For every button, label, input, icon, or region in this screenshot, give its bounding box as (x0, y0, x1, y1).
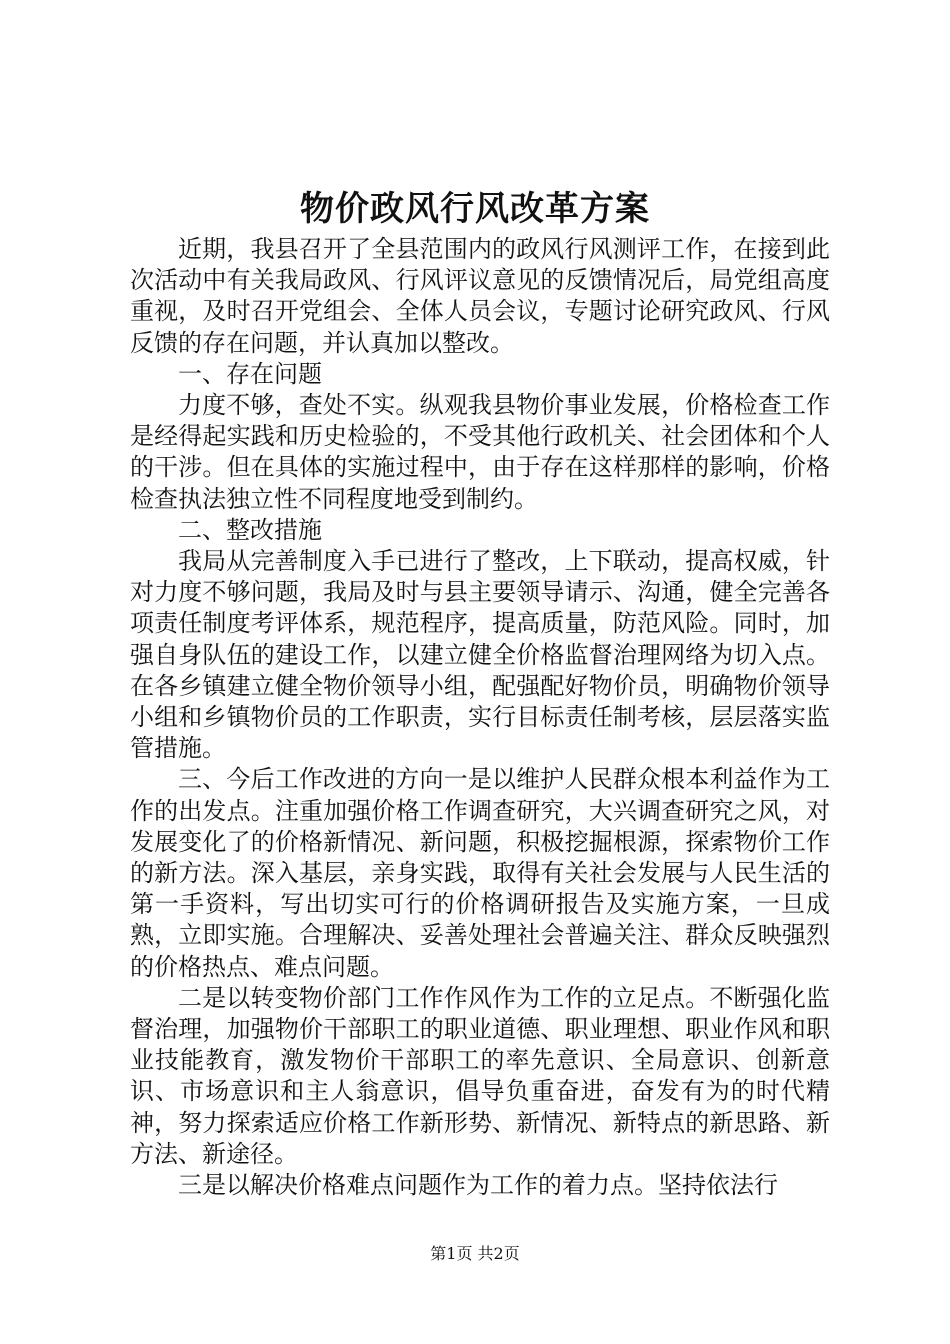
heading-existing-problems: 一、存在问题 (178, 359, 322, 388)
paragraph-intro: 近期，我县召开了全县范围内的政风行风测评工作，在接到此次活动中有关我局政风、行风评议意见的反馈情况后，局党组高度重视，及时召开党组会、全体人员会议，专题讨论研究政风、行风反馈的存在问题，并认真加以整改。 (130, 235, 830, 357)
document-title: 物价政风行风改革方案 (300, 189, 650, 229)
heading-rectification-measures: 二、整改措施 (178, 515, 322, 544)
paragraph-future-direction-three: 三是以解决价格难点问题作为工作的着力点。坚持依法行 (178, 1171, 778, 1200)
paragraph-future-direction-one: 三、今后工作改进的方向一是以维护人民群众根本利益作为工作的出发点。注重加强价格工作调查研究，大兴调查研究之风，对发展变化了的价格新情况、新问题，积极挖掘根源，探索物价工作的新方法。深入基层，亲身实践，取得有关社会发展与人民生活的第一手资料，写出切实可行的价格调研报告及实施方案，一旦成熟，立即实施。合理解决、妥善处理社会普遍关注、群众反映强烈的价格热点、难点问题。 (130, 765, 830, 981)
paragraph-problems: 力度不够，查处不实。纵观我县物价事业发展，价格检查工作是经得起实践和历史检验的，不受其他行政机关、社会团体和个人的干涉。但在具体的实施过程中，由于存在这样那样的影响，价格检查执法独立性不同程度地受到制约。 (130, 391, 830, 513)
paragraph-future-direction-two: 二是以转变物价部门工作作风作为工作的立足点。不断强化监督治理，加强物价干部职工的职业道德、职业理想、职业作风和职业技能教育，激发物价干部职工的率先意识、全局意识、创新意识、市场意识和主人翁意识，倡导负重奋进，奋发有为的时代精神，努力探索适应价格工作新形势、新情况、新特点的新思路、新方法、新途径。 (130, 983, 830, 1168)
paragraph-measures: 我局从完善制度入手已进行了整改，上下联动，提高权威，针对力度不够问题，我局及时与县主要领导请示、沟通，健全完善各项责任制度考评体系，规范程序，提高质量，防范风险。同时，加强自身队伍的建设工作，以建立健全价格监督治理网络为切入点。在各乡镇建立健全物价领导小组，配强配好物价员，明确物价领导小组和乡镇物价员的工作职责，实行目标责任制考核，层层落实监管措施。 (130, 547, 830, 763)
document-body (130, 234, 830, 1201)
page-number: 第1页 共2页 (430, 1244, 520, 1263)
